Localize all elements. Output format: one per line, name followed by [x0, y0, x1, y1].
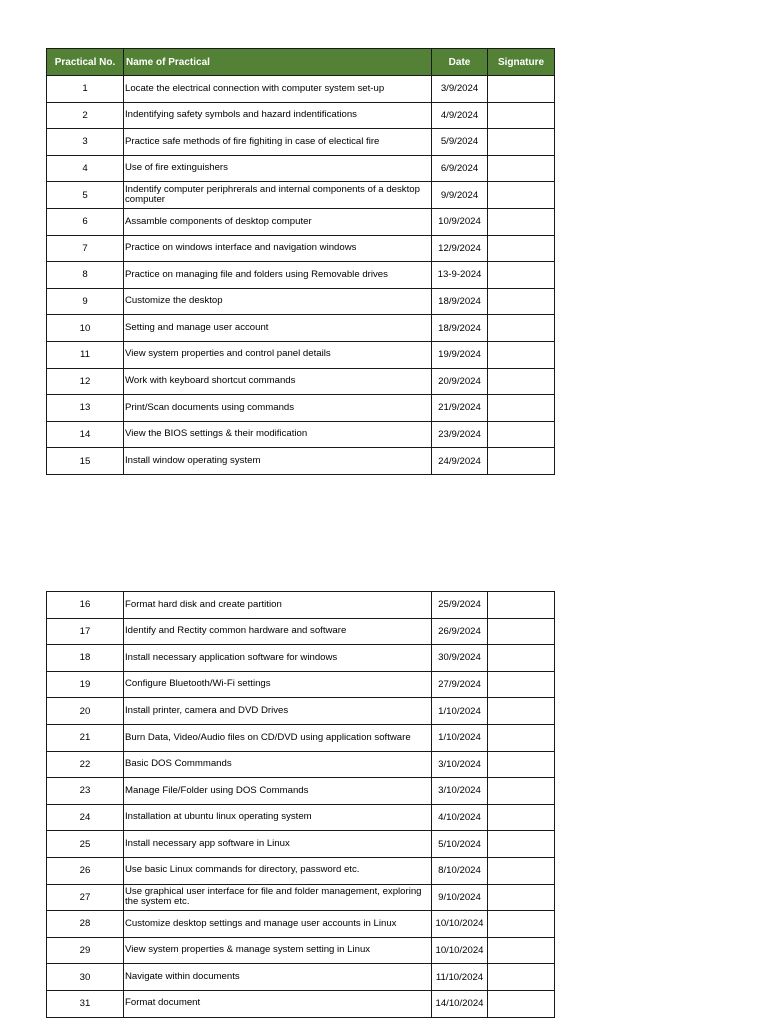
practical-name-cell[interactable]: View system properties & manage system setting in Linux [124, 937, 432, 964]
practical-no-cell[interactable]: 23 [47, 778, 124, 805]
signature-cell[interactable] [488, 368, 555, 395]
practical-no-cell[interactable]: 2 [47, 102, 124, 129]
table-row [47, 288, 555, 315]
table-row [47, 751, 555, 778]
signature-cell[interactable] [488, 618, 555, 645]
signature-cell[interactable] [488, 698, 555, 725]
date-cell[interactable]: 3/10/2024 [432, 778, 488, 805]
practical-name-cell[interactable]: Print/Scan documents using commands [124, 395, 432, 422]
signature-cell[interactable] [488, 964, 555, 991]
practical-name-cell[interactable]: Indentify computer periphrerals and internal components of a desktop computer [124, 182, 432, 209]
table-row [47, 804, 555, 831]
practical-no-cell[interactable]: 10 [47, 315, 124, 342]
table-row [47, 182, 555, 209]
table-row [47, 778, 555, 805]
practical-no-cell[interactable]: 30 [47, 964, 124, 991]
table-row [47, 262, 555, 289]
practical-no-cell[interactable]: 13 [47, 395, 124, 422]
date-cell[interactable]: 8/10/2024 [432, 857, 488, 884]
table-row [47, 618, 555, 645]
header-row [47, 49, 555, 76]
signature-cell[interactable] [488, 208, 555, 235]
header-signature[interactable]: Signature [488, 49, 555, 76]
table-body [47, 76, 555, 475]
table-row [47, 884, 555, 911]
practical-no-cell[interactable]: 29 [47, 937, 124, 964]
practical-name-cell[interactable]: Identify and Rectity common hardware and software [124, 618, 432, 645]
date-cell[interactable]: 12/9/2024 [432, 235, 488, 262]
practical-no-cell[interactable]: 27 [47, 884, 124, 911]
signature-cell[interactable] [488, 76, 555, 103]
signature-cell[interactable] [488, 911, 555, 938]
practical-name-cell[interactable]: Use basic Linux commands for directory, password etc. [124, 857, 432, 884]
date-cell[interactable]: 3/9/2024 [432, 76, 488, 103]
practical-name-cell[interactable]: Manage File/Folder using DOS Commands [124, 778, 432, 805]
signature-cell[interactable] [488, 102, 555, 129]
signature-cell[interactable] [488, 857, 555, 884]
date-cell[interactable]: 18/9/2024 [432, 288, 488, 315]
date-cell[interactable]: 20/9/2024 [432, 368, 488, 395]
table-row [47, 76, 555, 103]
table-row [47, 937, 555, 964]
date-cell[interactable]: 3/10/2024 [432, 751, 488, 778]
table-row [47, 964, 555, 991]
practical-name-cell[interactable]: Install printer, camera and DVD Drives [124, 698, 432, 725]
signature-cell[interactable] [488, 884, 555, 911]
table-row [47, 102, 555, 129]
practical-no-cell[interactable]: 8 [47, 262, 124, 289]
signature-cell[interactable] [488, 831, 555, 858]
practical-no-cell[interactable]: 31 [47, 990, 124, 1017]
practical-no-cell[interactable]: 11 [47, 341, 124, 368]
practical-name-cell[interactable]: Customize desktop settings and manage user accounts in Linux [124, 911, 432, 938]
practical-no-cell[interactable]: 21 [47, 724, 124, 751]
signature-cell[interactable] [488, 262, 555, 289]
date-cell[interactable]: 9/10/2024 [432, 884, 488, 911]
practical-name-cell[interactable]: Practice on managing file and folders using Removable drives [124, 262, 432, 289]
table-row [47, 911, 555, 938]
signature-cell[interactable] [488, 421, 555, 448]
date-cell[interactable]: 26/9/2024 [432, 618, 488, 645]
practical-name-cell[interactable]: Setting and manage user account [124, 315, 432, 342]
table-row [47, 671, 555, 698]
date-cell[interactable]: 5/9/2024 [432, 129, 488, 156]
practical-name-cell[interactable]: Navigate within documents [124, 964, 432, 991]
table-row [47, 990, 555, 1017]
practical-name-cell[interactable]: Indentifying safety symbols and hazard indentifications [124, 102, 432, 129]
practical-no-cell[interactable]: 25 [47, 831, 124, 858]
practical-name-cell[interactable]: View system properties and control panel details [124, 341, 432, 368]
date-cell[interactable]: 9/9/2024 [432, 182, 488, 209]
practical-name-cell[interactable]: Customize the desktop [124, 288, 432, 315]
table-row [47, 368, 555, 395]
table-row [47, 155, 555, 182]
practical-no-cell[interactable]: 28 [47, 911, 124, 938]
practical-name-cell[interactable]: Basic DOS Commmands [124, 751, 432, 778]
signature-cell[interactable] [488, 645, 555, 672]
date-cell[interactable]: 4/9/2024 [432, 102, 488, 129]
header-practical-no[interactable]: Practical No. [47, 49, 124, 76]
table-row [47, 395, 555, 422]
practical-name-cell[interactable]: Configure Bluetooth/Wi-Fi settings [124, 671, 432, 698]
practical-name-cell[interactable]: Install necessary app software in Linux [124, 831, 432, 858]
practical-table-2 [46, 591, 555, 1018]
date-cell[interactable]: 5/10/2024 [432, 831, 488, 858]
practical-no-cell[interactable]: 16 [47, 592, 124, 619]
practical-name-cell[interactable]: Install window operating system [124, 448, 432, 475]
practical-no-cell[interactable]: 24 [47, 804, 124, 831]
practical-name-cell[interactable]: Work with keyboard shortcut commands [124, 368, 432, 395]
practical-name-cell[interactable]: View the BIOS settings & their modification [124, 421, 432, 448]
date-cell[interactable]: 25/9/2024 [432, 592, 488, 619]
practical-name-cell[interactable]: Install necessary application software for windows [124, 645, 432, 672]
signature-cell[interactable] [488, 751, 555, 778]
practical-table-1 [46, 48, 555, 475]
date-cell[interactable]: 23/9/2024 [432, 421, 488, 448]
practical-name-cell[interactable]: Format hard disk and create partition [124, 592, 432, 619]
table-row [47, 341, 555, 368]
practical-name-cell[interactable]: Locate the electrical connection with computer system set-up [124, 76, 432, 103]
table-row [47, 315, 555, 342]
practical-no-cell[interactable]: 9 [47, 288, 124, 315]
table-row [47, 129, 555, 156]
table-body [47, 592, 555, 1018]
date-cell[interactable]: 10/9/2024 [432, 208, 488, 235]
practical-no-cell[interactable]: 1 [47, 76, 124, 103]
header-date[interactable]: Date [432, 49, 488, 76]
practical-no-cell[interactable]: 4 [47, 155, 124, 182]
practical-name-cell[interactable]: Installation at ubuntu linux operating system [124, 804, 432, 831]
practical-no-cell[interactable]: 12 [47, 368, 124, 395]
practical-name-cell[interactable]: Practice on windows interface and navigation windows [124, 235, 432, 262]
practical-no-cell[interactable]: 3 [47, 129, 124, 156]
table-row [47, 645, 555, 672]
practical-name-cell[interactable]: Use of fire extinguishers [124, 155, 432, 182]
signature-cell[interactable] [488, 778, 555, 805]
signature-cell[interactable] [488, 937, 555, 964]
date-cell[interactable]: 18/9/2024 [432, 315, 488, 342]
practical-no-cell[interactable]: 26 [47, 857, 124, 884]
table-row [47, 235, 555, 262]
date-cell[interactable]: 1/10/2024 [432, 724, 488, 751]
signature-cell[interactable] [488, 315, 555, 342]
table-row [47, 592, 555, 619]
table-row [47, 698, 555, 725]
date-cell[interactable]: 10/10/2024 [432, 937, 488, 964]
date-cell[interactable]: 27/9/2024 [432, 671, 488, 698]
date-cell[interactable]: 21/9/2024 [432, 395, 488, 422]
practical-no-cell[interactable]: 7 [47, 235, 124, 262]
date-cell[interactable]: 4/10/2024 [432, 804, 488, 831]
signature-cell[interactable] [488, 182, 555, 209]
table-header [47, 49, 555, 76]
signature-cell[interactable] [488, 990, 555, 1017]
practical-name-cell[interactable]: Assamble components of desktop computer [124, 208, 432, 235]
header-name-of-practical[interactable]: Name of Practical [124, 49, 432, 76]
signature-cell[interactable] [488, 592, 555, 619]
signature-cell[interactable] [488, 724, 555, 751]
signature-cell[interactable] [488, 671, 555, 698]
date-cell[interactable]: 30/9/2024 [432, 645, 488, 672]
practical-name-cell[interactable]: Use graphical user interface for file and folder management, exploring the system etc. [124, 884, 432, 911]
practical-no-cell[interactable]: 22 [47, 751, 124, 778]
practical-no-cell[interactable]: 14 [47, 421, 124, 448]
practical-no-cell[interactable]: 20 [47, 698, 124, 725]
practical-no-cell[interactable]: 5 [47, 182, 124, 209]
signature-cell[interactable] [488, 448, 555, 475]
signature-cell[interactable] [488, 235, 555, 262]
table-row [47, 831, 555, 858]
practical-name-cell[interactable]: Practice safe methods of fire fighiting in case of electical fire [124, 129, 432, 156]
practical-no-cell[interactable]: 6 [47, 208, 124, 235]
table-row [47, 857, 555, 884]
practical-name-cell[interactable]: Format document [124, 990, 432, 1017]
practical-no-cell[interactable]: 18 [47, 645, 124, 672]
table-row [47, 724, 555, 751]
practical-name-cell[interactable]: Burn Data, Video/Audio files on CD/DVD using application software [124, 724, 432, 751]
practical-no-cell[interactable]: 17 [47, 618, 124, 645]
signature-cell[interactable] [488, 129, 555, 156]
date-cell[interactable]: 1/10/2024 [432, 698, 488, 725]
signature-cell[interactable] [488, 155, 555, 182]
date-cell[interactable]: 11/10/2024 [432, 964, 488, 991]
table-row [47, 421, 555, 448]
signature-cell[interactable] [488, 804, 555, 831]
date-cell[interactable]: 13-9-2024 [432, 262, 488, 289]
practical-no-cell[interactable]: 15 [47, 448, 124, 475]
signature-cell[interactable] [488, 341, 555, 368]
date-cell[interactable]: 14/10/2024 [432, 990, 488, 1017]
table-row [47, 448, 555, 475]
date-cell[interactable]: 6/9/2024 [432, 155, 488, 182]
signature-cell[interactable] [488, 395, 555, 422]
table-row [47, 208, 555, 235]
date-cell[interactable]: 24/9/2024 [432, 448, 488, 475]
date-cell[interactable]: 10/10/2024 [432, 911, 488, 938]
date-cell[interactable]: 19/9/2024 [432, 341, 488, 368]
signature-cell[interactable] [488, 288, 555, 315]
practical-no-cell[interactable]: 19 [47, 671, 124, 698]
